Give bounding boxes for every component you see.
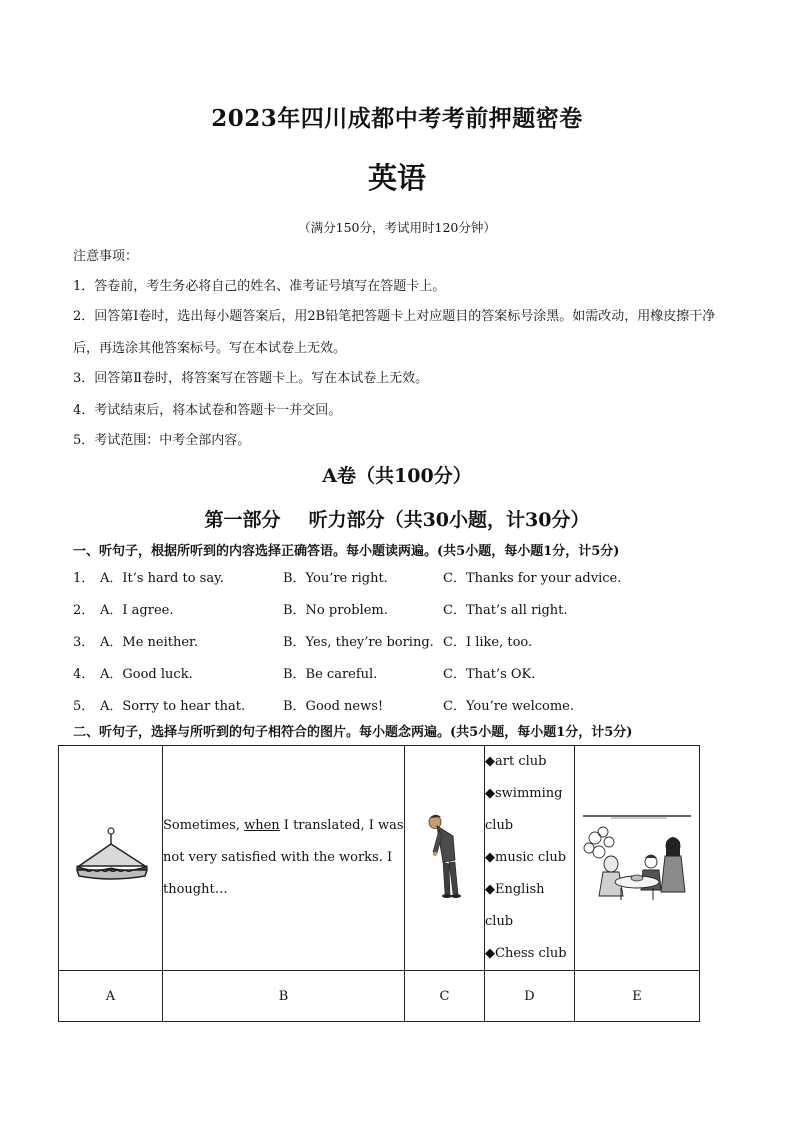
note-item: 3．回答第Ⅱ卷时，将答案写在答题卡上。写在本试卷上无效。 <box>73 371 429 386</box>
part1-title <box>0 505 794 532</box>
score-info: （满分150分，考试用时120分钟） <box>298 220 496 235</box>
label-cell: B <box>163 971 405 1022</box>
option-c: C．That’s all right. <box>443 603 568 618</box>
question-row <box>73 599 733 619</box>
label-cell: D <box>485 971 575 1022</box>
picture-cell-d <box>485 746 575 971</box>
question-number: 2． <box>73 603 95 618</box>
question-number: 4． <box>73 667 95 682</box>
note-item: 5．考试范围：中考全部内容。 <box>73 433 251 448</box>
option-a: A．It’s hard to say. <box>100 571 224 586</box>
exam-title: 2023年四川成都中考考前押题密卷 <box>211 105 583 132</box>
cell-b-text-after: I translated, I was not very satisfied with the works. I thought… <box>163 818 404 897</box>
option-b: B．No problem. <box>283 603 388 618</box>
cell-b-underlined: when <box>244 818 280 833</box>
label-cell: E <box>575 971 700 1022</box>
question-number: 5． <box>73 699 95 714</box>
label-cell: C <box>405 971 485 1022</box>
label-cell: A <box>59 971 163 1022</box>
sandwich-icon <box>71 826 151 886</box>
picture-cell-c <box>405 746 485 971</box>
picture-table <box>58 745 700 1022</box>
option-c: C．Thanks for your advice. <box>443 571 622 586</box>
club-item: ◆music club <box>485 850 567 865</box>
note-item: 1．答卷前，考生务必将自己的姓名、准考证号填写在答题卡上。 <box>73 279 446 294</box>
question-number: 3． <box>73 635 95 650</box>
part1-left: 第一部分 <box>204 509 281 531</box>
picture-cell-e <box>575 746 700 971</box>
family-dinner-icon <box>581 808 693 904</box>
part1-right: 听力部分（共30小题，计30分） <box>308 509 590 531</box>
notes-section <box>73 247 733 463</box>
subject-title: 英语 <box>367 161 426 195</box>
question-number: 1． <box>73 571 95 586</box>
option-a: A．Good luck. <box>100 667 193 682</box>
club-item: ◆swimming club <box>485 786 563 833</box>
q2-heading: 二、听句子，选择与所听到的句子相符合的图片。每小题念两遍。(共5小题，每小题1分，计5分) <box>73 725 633 740</box>
question-row <box>73 663 733 683</box>
club-item: ◆English club <box>485 882 545 929</box>
notes-heading: 注意事项： <box>73 249 139 264</box>
club-item: ◆art club <box>485 754 547 769</box>
question-row <box>73 567 733 587</box>
option-b: B．Good news! <box>283 699 384 714</box>
option-c: C．I like, too. <box>443 635 533 650</box>
option-a: A．I agree. <box>100 603 174 618</box>
club-item: ◆Chess club <box>485 946 567 961</box>
question-row <box>73 631 733 651</box>
option-b: B．Yes, they’re boring. <box>283 635 434 650</box>
option-a: A．Sorry to hear that. <box>100 699 246 714</box>
note-item: 2．回答第Ⅰ卷时，选出每小题答案后，用2B铅笔把答题卡上对应题目的答案标号涂黑。如需改动，用橡皮擦干净后，再选涂其他答案标号。写在本试卷上无效。 <box>73 309 716 356</box>
option-c: C．You’re welcome. <box>443 699 575 714</box>
option-c: C．That’s OK. <box>443 667 536 682</box>
cell-b-text-before: Sometimes, <box>163 818 245 833</box>
question-row <box>73 695 733 715</box>
q1-heading: 一、听句子，根据所听到的内容选择正确答语。每小题读两遍。(共5小题，每小题1分，计5分) <box>73 544 620 559</box>
option-b: B．Be careful. <box>283 667 378 682</box>
note-item: 4．考试结束后，将本试卷和答题卡一并交回。 <box>73 403 342 418</box>
option-a: A．Me neither. <box>100 635 198 650</box>
bowing-man-icon <box>423 808 467 904</box>
option-b: B．You’re right. <box>283 571 388 586</box>
section-a-title: A卷（共100分） <box>322 465 472 487</box>
picture-cell-b <box>163 746 405 971</box>
picture-cell-a <box>59 746 163 971</box>
